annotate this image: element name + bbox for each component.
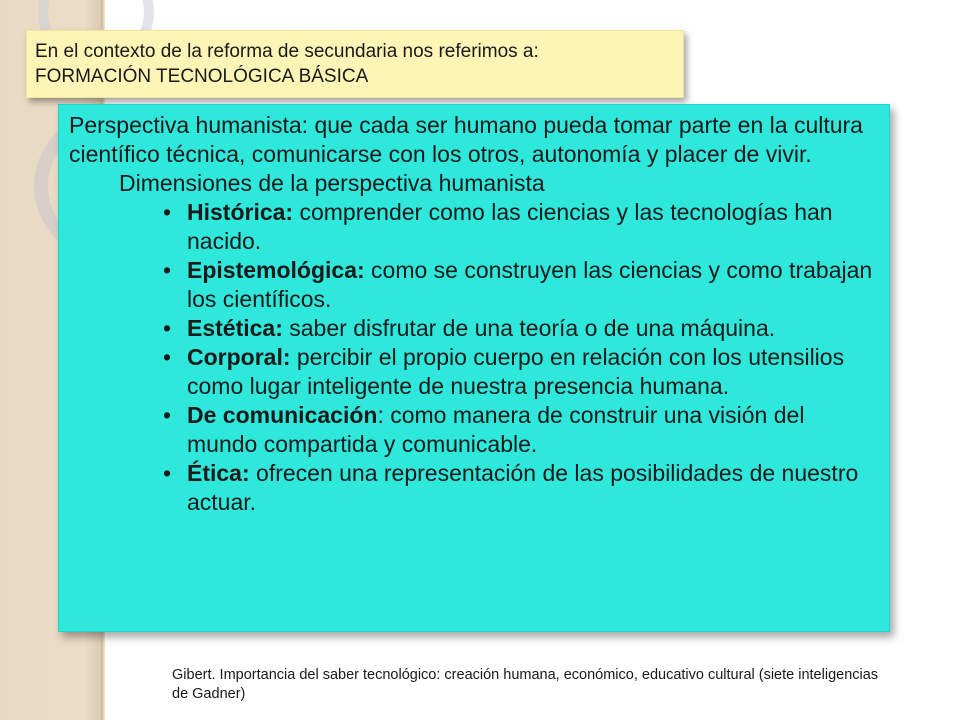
header-line-2: FORMACIÓN TECNOLÓGICA BÁSICA bbox=[35, 66, 369, 87]
dimension-term: Histórica: bbox=[187, 199, 294, 225]
dimension-text: ofrecen una representación de las posibilidades de nuestro actuar. bbox=[187, 460, 859, 515]
bullet-icon: • bbox=[163, 315, 172, 341]
header-line-1: En el contexto de la reforma de secundaria nos referimos a: bbox=[35, 41, 539, 62]
dimension-text: comprender como las ciencias y las tecnologías han nacido. bbox=[187, 199, 833, 254]
bullet-icon: • bbox=[163, 344, 172, 370]
dimension-text: saber disfrutar de una teoría o de una máquina. bbox=[282, 315, 776, 341]
bullet-icon: • bbox=[163, 402, 172, 428]
dimension-term: Corporal: bbox=[187, 344, 291, 370]
list-item bbox=[163, 314, 879, 343]
dimensions-heading: Dimensiones de la perspectiva humanista bbox=[119, 170, 545, 196]
citation-footnote: Gibert. Importancia del saber tecnológico: creación humana, económico, educativo cultural (siete inteligencias de Gadner) bbox=[172, 667, 879, 702]
list-item bbox=[163, 343, 879, 401]
header-callout bbox=[26, 30, 684, 98]
list-item bbox=[163, 459, 879, 517]
dimension-term: De comunicación bbox=[187, 402, 378, 428]
bullet-icon: • bbox=[163, 199, 172, 225]
dimension-text: percibir el propio cuerpo en relación con los utensilios como lugar inteligente de nuestra presencia humana. bbox=[187, 344, 845, 399]
dimensions-list bbox=[69, 198, 879, 517]
dimension-text: : como manera de construir una visión del mundo compartida y comunicable. bbox=[187, 402, 805, 457]
dimension-term: Ética: bbox=[187, 460, 250, 486]
list-item bbox=[163, 256, 879, 314]
dimension-term: Epistemológica: bbox=[187, 257, 365, 283]
dimension-text: como se construyen las ciencias y como trabajan los científicos. bbox=[187, 257, 873, 312]
intro-paragraph: Perspectiva humanista: que cada ser humano pueda tomar parte en la cultura científico técnica, comunicarse con los otros, autonomía y placer de vivir. bbox=[69, 112, 863, 167]
list-item bbox=[163, 401, 879, 459]
dimension-term: Estética: bbox=[187, 315, 283, 341]
bullet-icon: • bbox=[163, 460, 172, 486]
bullet-icon: • bbox=[163, 257, 172, 283]
list-item bbox=[163, 198, 879, 256]
main-content-box bbox=[58, 104, 890, 632]
